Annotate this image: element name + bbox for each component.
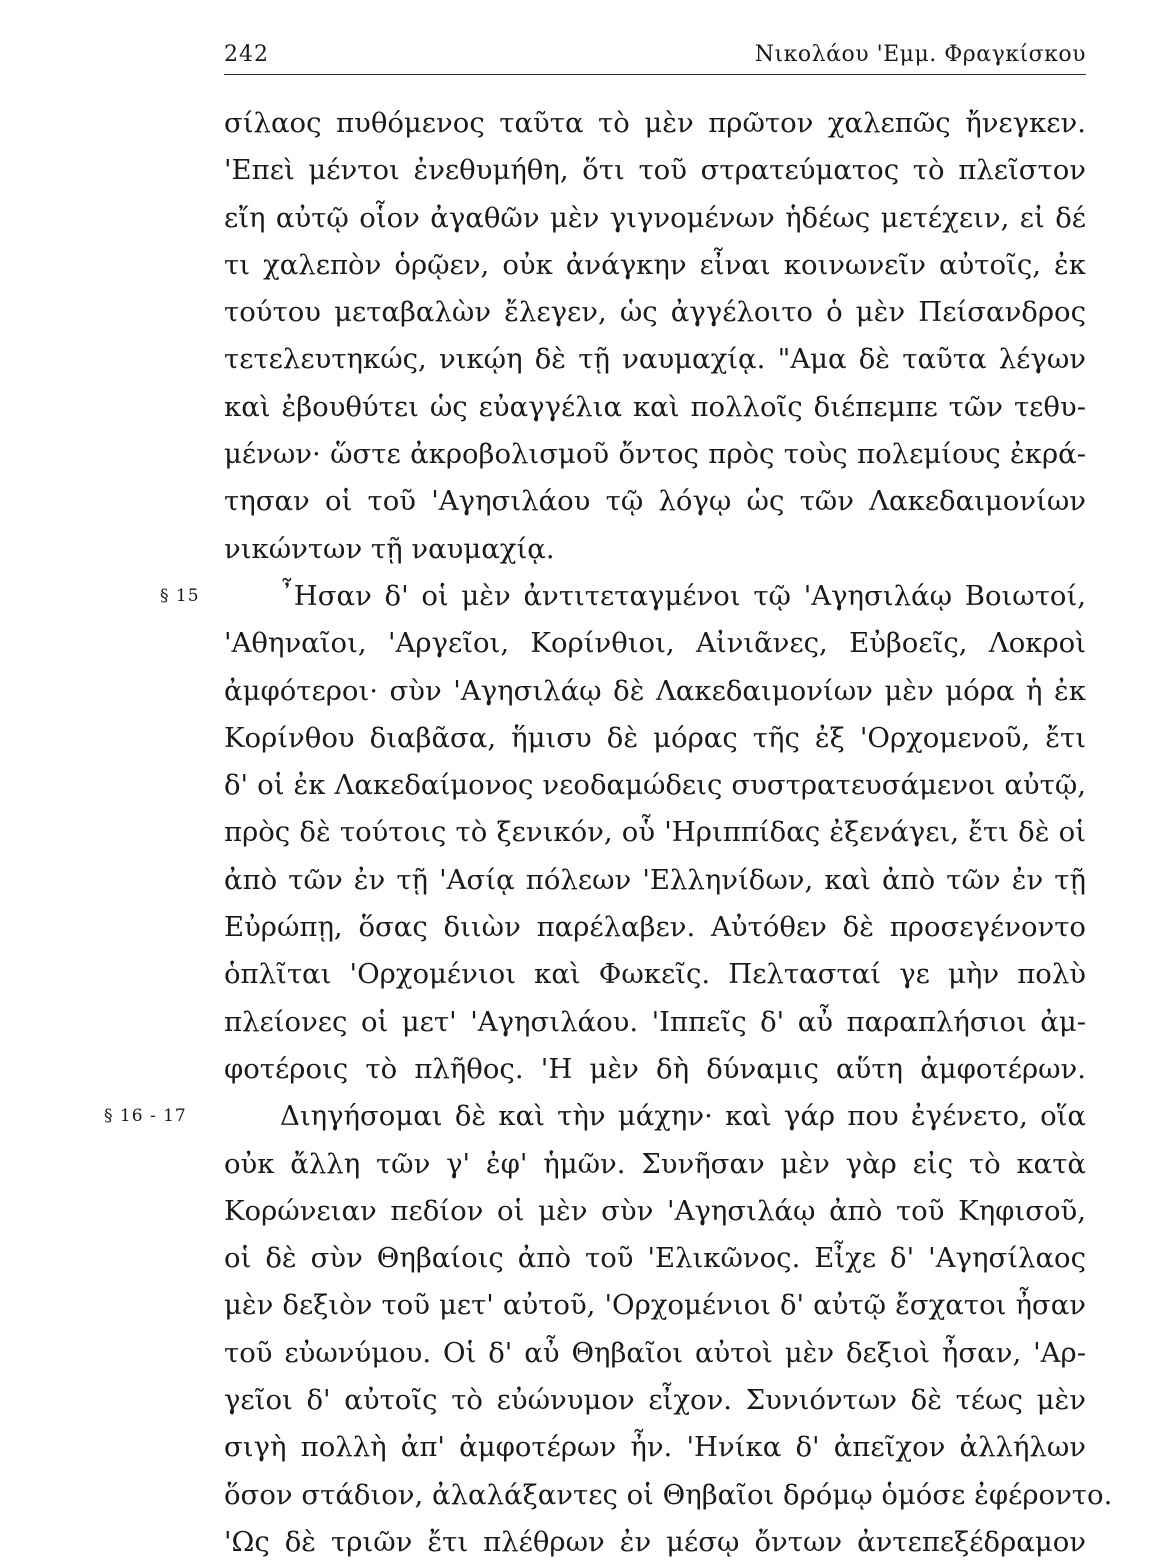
text-line: 'Αθηναῖοι, 'Αργεῖοι, Κορίνθιοι, Αἰνιᾶνες, Εὐβοεῖς, Λοκροὶ bbox=[224, 627, 1086, 660]
text-line: καὶ ἐβουθύτει ὡς εὐαγγέλια καὶ πολλοῖς διέπεμπε τῶν τεθυ- bbox=[224, 390, 1086, 423]
section-15-start bbox=[160, 573, 1086, 620]
text-line: ῏Ησαν δ' οἱ μὲν ἀντιτεταγμένοι τῷ 'Αγησιλάῳ Βοιωτοί, bbox=[280, 579, 1086, 612]
text-line: Κορώνειαν πεδίον οἱ μὲν σὺν 'Αγησιλάῳ ἀπὸ τοῦ Κηφισοῦ, bbox=[224, 1194, 1086, 1227]
text-line: ἀπὸ τῶν ἐν τῇ 'Ασίᾳ πόλεων 'Ελληνίδων, καὶ ἀπὸ τῶν ἐν τῇ bbox=[224, 863, 1086, 896]
text-line: γεῖοι δ' αὐτοῖς τὸ εὐώνυμον εἶχον. Συνιόντων δὲ τέως μὲν bbox=[224, 1384, 1086, 1417]
text-line: ἀμφότεροι· σὺν 'Αγησιλάῳ δὲ Λακεδαιμονίων μὲν μόρα ἡ ἐκ bbox=[224, 674, 1086, 707]
page-header bbox=[224, 38, 1086, 72]
text-line: οὐκ ἄλλη τῶν γ' ἐφ' ἡμῶν. Συνῆσαν μὲν γὰρ εἰς τὸ κατὰ bbox=[224, 1147, 1086, 1180]
text-line: τούτου μεταβαλὼν ἔλεγεν, ὡς ἀγγέλοιτο ὁ μὲν Πείσανδρος bbox=[224, 296, 1086, 329]
text-line: πλείονες οἱ μετ' 'Αγησιλάου. 'Ιππεῖς δ' αὖ παραπλήσιοι ἀμ- bbox=[224, 1005, 1086, 1038]
text-line: ὅσον στάδιον, ἀλαλάξαντες οἱ Θηβαῖοι δρόμῳ ὁμόσε ἐφέροντο. bbox=[224, 1478, 1113, 1511]
text-line: Εὐρώπῃ, ὅσας διιὼν παρέλαβεν. Αὐτόθεν δὲ προσεγένοντο bbox=[224, 911, 1086, 944]
text-line: τησαν οἱ τοῦ 'Αγησιλάου τῷ λόγῳ ὡς τῶν Λακεδαιμονίων bbox=[224, 485, 1086, 518]
body-text bbox=[104, 100, 1113, 1566]
header-rule bbox=[224, 74, 1086, 75]
text-line: πρὸς δὲ τούτοις τὸ ξενικόν, οὗ 'Ηριππίδας ἐξενάγει, ἔτι δὲ οἱ bbox=[224, 816, 1086, 849]
running-head: Νικολάου 'Εμμ. Φραγκίσκου bbox=[754, 42, 1086, 67]
text-line: δ' οἱ ἐκ Λακεδαίμονος νεοδαμώδεις συστρατευσάμενοι αὐτῷ, bbox=[224, 769, 1086, 802]
section-16-17-start bbox=[104, 1093, 1086, 1140]
text-line: τι χαλεπὸν ὁρῷεν, οὐκ ἀνάγκην εἶναι κοινωνεῖν αὐτοῖς, ἐκ bbox=[224, 248, 1086, 281]
text-line: μένων· ὥστε ἀκροβολισμοῦ ὄντος πρὸς τοὺς πολεμίους ἐκρά- bbox=[224, 438, 1086, 471]
text-line: 'Ως δὲ τριῶν ἔτι πλέθρων ἐν μέσῳ ὄντων ἀντεπεξέδραμον bbox=[224, 1525, 1086, 1558]
text-line: οἱ δὲ σὺν Θηβαίοις ἀπὸ τοῦ 'Ελικῶνος. Εἶχε δ' 'Αγησίλαος bbox=[224, 1242, 1086, 1275]
text-line: ὁπλῖται 'Ορχομένιοι καὶ Φωκεῖς. Πελτασταί γε μὴν πολὺ bbox=[224, 958, 1086, 991]
text-line: Κορίνθου διαβᾶσα, ἥμισυ δὲ μόρας τῆς ἐξ 'Ορχομενοῦ, ἔτι bbox=[224, 721, 1086, 754]
margin-note-section-16-17: § 16 - 17 bbox=[104, 1106, 187, 1127]
text-line: Διηγήσομαι δὲ καὶ τὴν μάχην· καὶ γάρ που ἐγένετο, οἵα bbox=[280, 1100, 1086, 1133]
text-line: νικώντων τῇ ναυμαχίᾳ. bbox=[224, 532, 555, 565]
text-line: εἴη αὐτῷ οἷον ἀγαθῶν μὲν γιγνομένων ἡδέως μετέχειν, εἰ δέ bbox=[224, 201, 1086, 234]
text-line: φοτέροις τὸ πλῆθος. 'Η μὲν δὴ δύναμις αὕτη ἀμφοτέρων. bbox=[224, 1052, 1086, 1085]
text-line: 'Επεὶ μέντοι ἐνεθυμήθη, ὅτι τοῦ στρατεύματος τὸ πλεῖστον bbox=[224, 154, 1086, 187]
text-line: τετελευτηκώς, νικῴη δὲ τῇ ναυμαχίᾳ. "Αμα δὲ ταῦτα λέγων bbox=[224, 343, 1086, 376]
text-line: σιγὴ πολλὴ ἀπ' ἀμφοτέρων ἦν. 'Ηνίκα δ' ἀπεῖχον ἀλλήλων bbox=[224, 1431, 1086, 1464]
margin-note-section-15: § 15 bbox=[160, 585, 200, 606]
text-line: τοῦ εὐωνύμου. Οἱ δ' αὖ Θηβαῖοι αὐτοὶ μὲν δεξιοὶ ἦσαν, 'Αρ- bbox=[224, 1336, 1086, 1369]
page-number: 242 bbox=[224, 42, 269, 67]
text-line: μὲν δεξιὸν τοῦ μετ' αὐτοῦ, 'Ορχομένιοι δ' αὐτῷ ἔσχατοι ἦσαν bbox=[224, 1289, 1086, 1322]
text-line: σίλαος πυθόμενος ταῦτα τὸ μὲν πρῶτον χαλεπῶς ἤνεγκεν. bbox=[224, 107, 1086, 139]
